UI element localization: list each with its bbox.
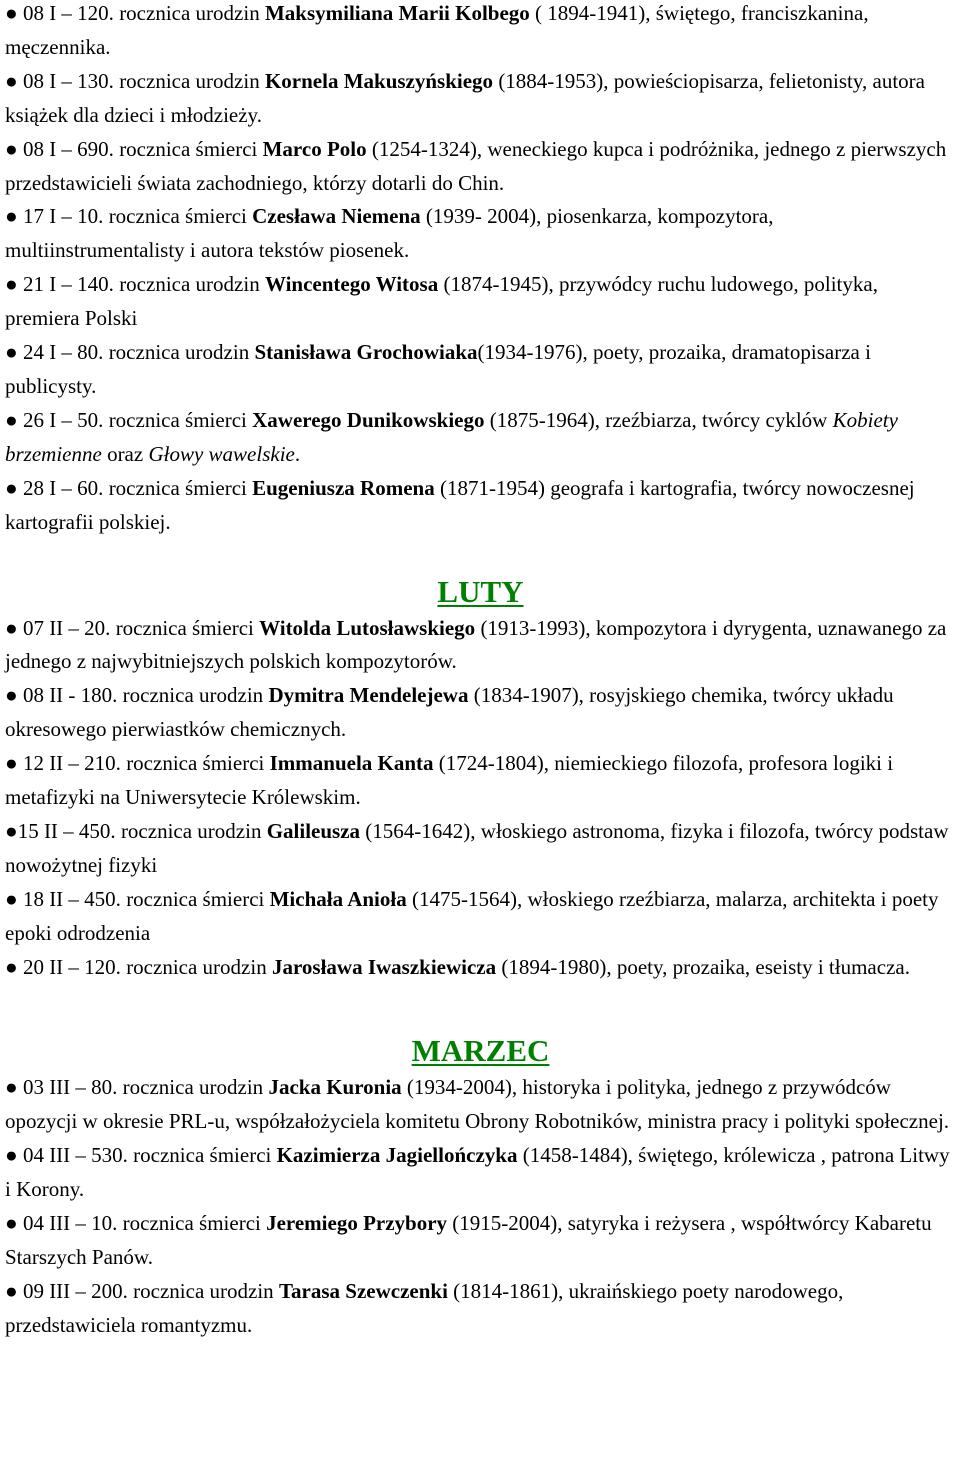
entry-kant: ● 12 II – 210. rocznica śmierci Immanuela Kanta (1724-1804), niemieckiego filozofa, profesora logiki i metafizyki na Uniwersytecie Królewskim. [5,751,894,810]
entry-galileusz: ●15 II – 450. rocznica urodzin Galileusza (1564-1642), włoskiego astronoma, fizyka i filozofa, twórcy podstaw nowożytnej fizyki [5,818,949,877]
entry-person: Jeremiego Przybory [266,1211,448,1236]
section-spacer [5,984,956,1031]
entry-person: Maksymiliana Marii Kolbego [264,1,530,25]
entry-person: Jarosława Iwaszkiewicza [271,954,497,979]
entry-person: Wincentego Witosa [264,272,439,297]
entry-date: 04 III – 530. [22,1143,128,1168]
month-heading-luty: LUTY [437,573,524,609]
entry-kuron: ● 03 III – 80. rocznica urodzin Jacka Kuronia (1934-2004), historyka i polityka, jednego z przywódców opozycji w okresie PRL-u, współzałożyciela komitetu Obrony Robotników, ministra pracy i polityki społecznej. [5,1075,950,1134]
entry-person: Kazimierza Jagiellończyka [276,1143,518,1168]
entry-person: Jacka Kuronia [268,1075,402,1100]
entry-mendelejew: ● 08 II - 180. rocznica urodzin Dymitra Mendelejewa (1834-1907), rosyjskiego chemika, twórcy układu okresowego pierwiastków chemicznych. [5,683,894,742]
section-february [5,572,956,985]
entry-person: Dymitra Mendelejewa [268,683,469,708]
entry-grochowiak: ● 24 I – 80. rocznica urodzin Stanisława Grochowiaka(1934-1976), poety, prozaika, dramatopisarza i publicysty. [5,340,871,398]
entry-date: 18 II – 450. [22,886,121,911]
artwork-title: Kobiety brzemienne [5,407,898,466]
section-march [5,1031,956,1342]
section-spacer [5,540,956,572]
entry-kolbe: ● 08 I – 120. rocznica urodzin Maksymiliana Marii Kolbego ( 1894-1941), świętego, franciszkanina, męczennika. [5,1,869,59]
entry-iwaszkiewicz: ● 20 II – 120. rocznica urodzin Jarosława Iwaszkiewicza (1894-1980), poety, prozaika, eseisty i tłumacza. [5,954,910,979]
entry-date: 08 I – 690. [22,136,114,161]
entry-person: Michała Anioła [269,886,407,911]
entry-person: Stanisława Grochowiaka [254,340,478,365]
entry-person: Czesława Niemena [252,204,421,229]
entry-michal-aniol: ● 18 II – 450. rocznica śmierci Michała Anioła (1475-1564), włoskiego rzeźbiarza, malarza, architekta i poety epoki odrodzenia [5,886,939,945]
month-heading-marzec: MARZEC [411,1033,550,1069]
entry-witos: ● 21 I – 140. rocznica urodzin Wincentego Witosa (1874-1945), przywódcy ruchu ludowego, polityka, premiera Polski [5,272,878,331]
entry-person: Witolda Lutosławskiego [259,615,476,640]
artwork-title: Głowy wawelskie [148,441,295,466]
section-january [5,0,956,540]
entry-date: 04 III – 10. [22,1211,118,1236]
entry-person: Galileusza [266,818,361,843]
entry-date: 20 II – 120. [22,954,121,979]
entry-lutoslawski: ● 07 II – 20. rocznica śmierci Witolda Lutosławskiego (1913-1993), kompozytora i dyrygenta, uznawanego za jednego z najwybitniejszych polskich kompozytorów. [5,615,947,674]
entry-przybora: ● 04 III – 10. rocznica śmierci Jeremiego Przybory (1915-2004), satyryka i reżysera , współtwórcy Kabaretu Starszych Panów. [5,1211,932,1269]
entry-date: 17 I – 10. [22,204,104,229]
entry-makuszynski: ● 08 I – 130. rocznica urodzin Kornela Makuszyńskiego (1884-1953), powieściopisarza, felietonisty, autora książek dla dzieci i młodzieży. [5,68,925,127]
entry-date: 03 III – 80. [22,1075,118,1100]
entry-date: 12 II – 210. [22,751,121,776]
entry-person: Tarasa Szewczenki [278,1278,448,1303]
entry-person: Marco Polo [262,136,367,161]
entry-jagiellonczyk: ● 04 III – 530. rocznica śmierci Kazimierza Jagiellończyka (1458-1484), świętego, królewicza , patrona Litwy i Korony. [5,1143,950,1202]
entry-date: 07 II – 20. [22,615,111,640]
entry-person: Eugeniusza Romena [252,475,435,500]
entry-date: 09 III – 200. [22,1278,128,1303]
entry-niemen: ● 17 I – 10. rocznica śmierci Czesława Niemena (1939- 2004), piosenkarza, kompozytora, multiinstrumentalisty i autora tekstów piosenek. [5,204,774,263]
entry-person: Kornela Makuszyńskiego [264,68,494,93]
entry-date: 21 I – 140. [22,272,114,297]
entry-date: 24 I – 80. [22,340,104,365]
entry-date: 28 I – 60. [22,475,104,500]
entry-date: 26 I – 50. [22,407,104,432]
entry-date: 08 II - 180. [22,683,118,708]
entry-szewczenko: ● 09 III – 200. rocznica urodzin Tarasa Szewczenki (1814-1861), ukraińskiego poety narodowego, przedstawiciela romantyzmu. [5,1278,844,1337]
entry-date: 15 II – 450. [17,818,116,843]
entry-person: Immanuela Kanta [269,751,434,776]
entry-person: Xawerego Dunikowskiego [252,407,485,432]
entry-romer: ● 28 I – 60. rocznica śmierci Eugeniusza Romena (1871-1954) geografa i kartografia, twórcy nowoczesnej kartografii polskiej. [5,475,915,534]
entry-date: 08 I – 120. [22,1,114,25]
entry-date: 08 I – 130. [22,68,114,93]
entry-marco-polo: ● 08 I – 690. rocznica śmierci Marco Polo (1254-1324), weneckiego kupca i podróżnika, jednego z pierwszych przedstawicieli świata zachodniego, którzy dotarli do Chin. [5,136,947,195]
entry-dunikowski: ● 26 I – 50. rocznica śmierci Xawerego Dunikowskiego (1875-1964), rzeźbiarza, twórcy cyklów Kobiety brzemienne oraz Głowy wawelskie. [5,407,898,466]
